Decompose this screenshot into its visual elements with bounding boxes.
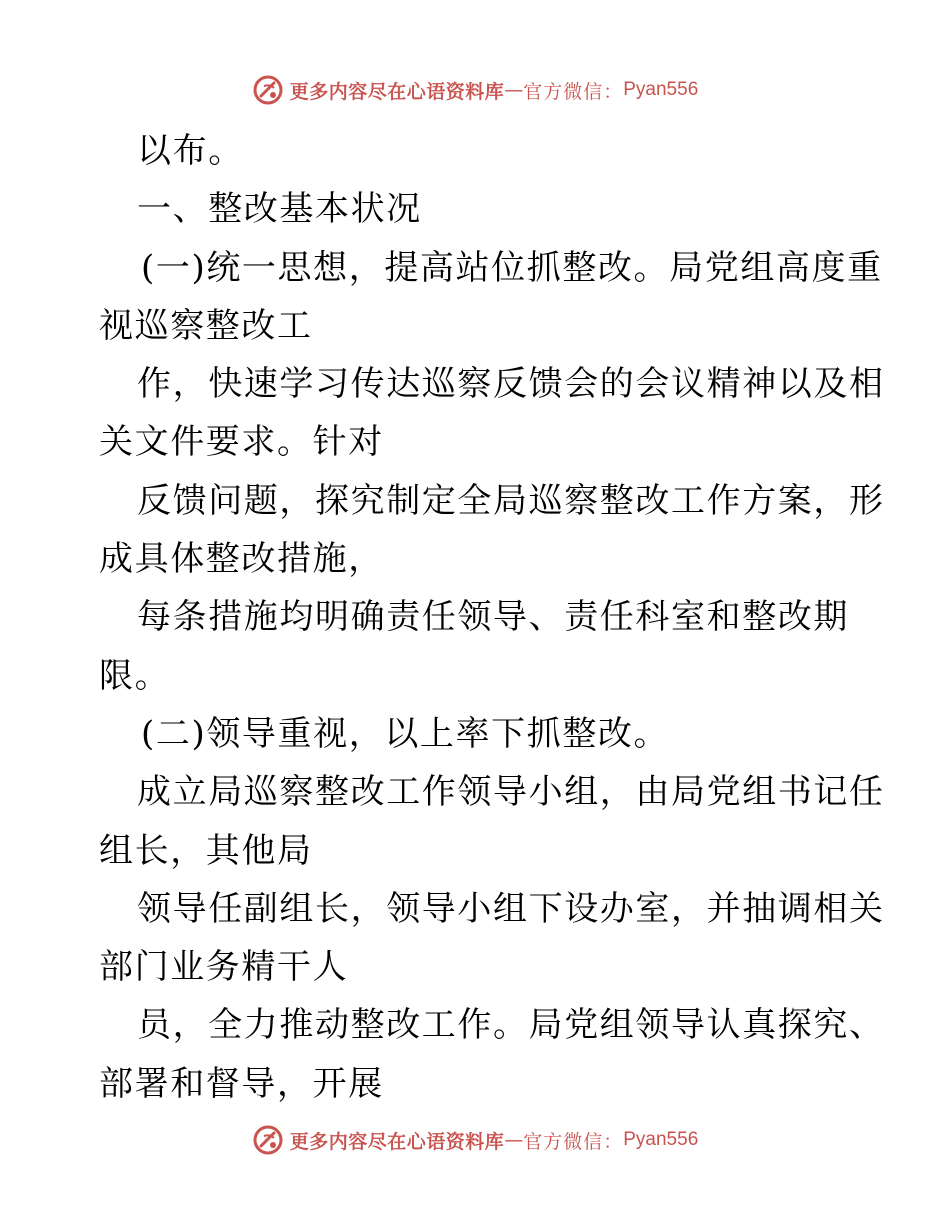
text-line: 部署和督导，开展	[99, 1063, 384, 1104]
watermark-official: 官方微信：	[523, 80, 624, 103]
watermark-footer	[0, 1120, 950, 1160]
text-line: 领导任副组长，领导小组下设办室，并抽调相关	[137, 888, 885, 929]
watermark-wechat-id: Pyan556	[623, 1129, 699, 1150]
watermark-separator: —	[504, 1129, 524, 1151]
text-line: (二)领导重视，以上率下抓整改。	[141, 713, 670, 754]
text-line: 部门业务精干人	[99, 947, 349, 988]
watermark-header	[0, 70, 950, 110]
text-line: 作，快速学习传达巡察反馈会的会议精神以及相	[137, 364, 885, 405]
watermark-brand: 更多内容尽在心语资料库	[289, 1130, 505, 1153]
text-line: 成具体整改措施，	[99, 539, 384, 580]
watermark-official: 官方微信：	[523, 1130, 624, 1153]
text-line: 以布。	[137, 131, 244, 171]
text-line: 限。	[99, 655, 171, 696]
text-line: 关文件要求。针对	[99, 422, 384, 463]
text-line: 成立局巡察整改工作领导小组，由局党组书记任	[137, 772, 885, 813]
watermark-wechat-id: Pyan556	[623, 79, 699, 100]
text-line: (一)统一思想，提高站位抓整改。局党组高度重	[141, 247, 883, 288]
watermark-separator: —	[504, 79, 524, 101]
text-line: 反馈问题，探究制定全局巡察整改工作方案，形	[137, 480, 885, 521]
section-heading: 一、整改基本状况	[137, 189, 422, 230]
text-line: 员，全力推动整改工作。局党组领导认真探究、	[137, 1005, 885, 1046]
logo-icon	[252, 1124, 284, 1156]
text-line: 组长，其他局	[99, 830, 313, 871]
document-body	[99, 122, 885, 1113]
text-line: 视巡察整改工	[99, 305, 313, 346]
watermark-brand: 更多内容尽在心语资料库	[289, 80, 505, 103]
text-line: 每条措施均明确责任领导、责任科室和整改期	[137, 597, 849, 638]
logo-icon	[252, 74, 284, 106]
